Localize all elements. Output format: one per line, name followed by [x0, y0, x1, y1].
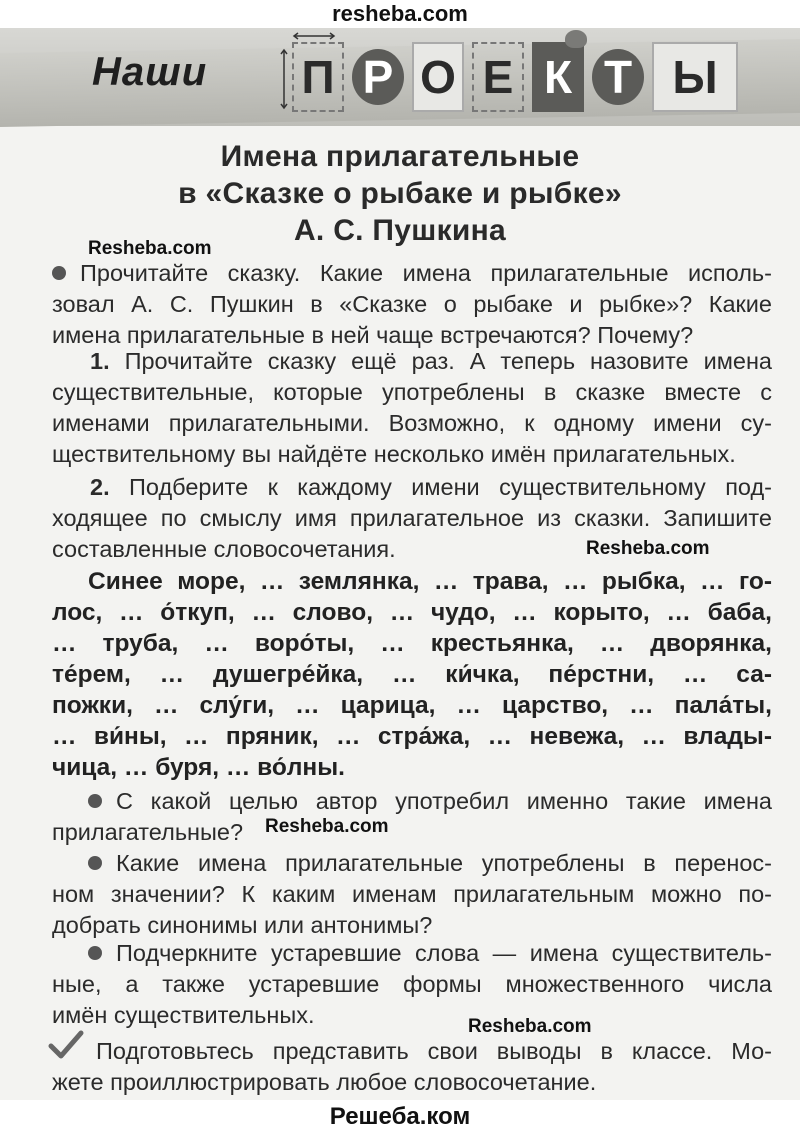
- final-task-line: Подготовьтесь представить свои выводы в классе. Мо-: [96, 1038, 772, 1064]
- watermark-inline: Resheba.com: [265, 816, 389, 837]
- banner-letter-p: П: [292, 42, 344, 112]
- bullet-icon: [88, 946, 102, 960]
- banner-letter-e: Е: [472, 42, 524, 112]
- word-list-line: … ви́ны, … пряник, … стра́жа, … невежа, … влады-: [52, 723, 772, 750]
- task-2-line-text: Подберите к каждому имени существительному под-: [129, 474, 773, 500]
- question-2: [52, 848, 772, 941]
- word-list: [52, 566, 772, 783]
- watermark-inline: Resheba.com: [88, 238, 212, 259]
- banner-word-nashi: Наши: [92, 50, 208, 94]
- bullet-icon: [52, 266, 66, 280]
- site-watermark-bottom[interactable]: Решеба.ком: [0, 1100, 800, 1136]
- question-3-line: имён существительных.: [52, 1002, 315, 1028]
- word-list-line: пожки, … слу́ги, … царица, … царство, … пала́ты,: [52, 692, 772, 719]
- intro-line: зовал А. С. Пушкин в «Сказке о рыбаке и рыбке»? Какие: [52, 291, 772, 317]
- question-3-line-text: Подчеркните устаревшие слова — имена существитель-: [116, 940, 772, 966]
- task-1-line: [52, 346, 772, 377]
- word-list-line: … труба, … воро́ты, … крестьянка, … дворянка,: [52, 630, 772, 657]
- task-1-line: ществительному вы найдёте несколько имён прилагательных.: [52, 441, 736, 467]
- banner-letter-y: Ы: [652, 42, 738, 112]
- final-task: [52, 1036, 772, 1098]
- question-1-line: прилагательные?: [52, 819, 244, 845]
- word-list-line: чица, … буря, … во́лны.: [52, 754, 345, 781]
- question-3-line: ные, а также устаревшие формы множественного числа: [52, 971, 772, 997]
- intro-line-text: Прочитайте сказку. Какие имена прилагательные исполь-: [80, 260, 772, 286]
- task-1-paragraph: [52, 346, 772, 470]
- question-2-line: [52, 848, 772, 879]
- word-list-line: те́рем, … душегре́йка, … ки́чка, пе́рстни, … са-: [52, 661, 772, 688]
- question-1: [52, 786, 772, 848]
- banner-letter-r: [352, 42, 404, 112]
- apple-icon: [565, 30, 587, 48]
- task-1-line-text: Прочитайте сказку ещё раз. А теперь назовите имена: [124, 348, 772, 374]
- question-1-line-text: С какой целью автор употребил именно такие имена: [116, 788, 772, 814]
- watermark-inline: Resheba.com: [586, 538, 710, 559]
- site-watermark-top[interactable]: resheba.com: [0, 0, 800, 28]
- banner-letter-o: О: [412, 42, 464, 112]
- lesson-title-line-2: в «Сказке о рыбаке и рыбке»: [178, 177, 622, 210]
- watermark-inline: Resheba.com: [468, 1016, 592, 1037]
- final-task-line: жете проиллюстрировать любое словосочетание.: [52, 1069, 597, 1095]
- word-list-line: Синее море, … землянка, … трава, … рыбка, … го-: [88, 568, 772, 595]
- question-1-line: [52, 786, 772, 817]
- task-2-line: составленные словосочетания.: [52, 536, 396, 562]
- task-2-line: [52, 472, 772, 503]
- bullet-icon: [88, 794, 102, 808]
- task-1-number: 1.: [90, 348, 110, 374]
- task-2-line: ходящее по смыслу имя прилагательное из сказки. Запишите: [52, 505, 772, 531]
- question-3: [52, 938, 772, 1031]
- task-2-number: 2.: [90, 474, 110, 500]
- question-2-line: добрать синонимы или антонимы?: [52, 912, 433, 938]
- banner-letter-k: К: [532, 42, 584, 112]
- task-1-line: именами прилагательными. Возможно, к одному имени су-: [52, 410, 772, 436]
- double-arrow-horizontal-icon: [292, 32, 336, 40]
- bullet-icon: [88, 856, 102, 870]
- question-2-line: ном значении? К каким именам прилагательным можно по-: [52, 881, 772, 907]
- intro-line: имена прилагательные в ней чаще встречаются? Почему?: [52, 322, 694, 348]
- task-1-line: существительные, которые употреблены в сказке вместе с: [52, 379, 772, 405]
- banner-letter-t: [592, 42, 644, 112]
- intro-paragraph: [52, 258, 772, 351]
- word-list-line: лос, … о́ткуп, … слово, … чудо, … корыто, … баба,: [52, 599, 772, 626]
- lesson-title-line-3: А. С. Пушкина: [293, 214, 507, 247]
- double-arrow-vertical-icon: [280, 48, 288, 110]
- lesson-title-line-1: Имена прилагательные: [220, 140, 580, 173]
- intro-line: [52, 258, 772, 289]
- banner-letter-r-text: Р: [352, 49, 404, 105]
- banner-letter-t-text: Т: [592, 49, 644, 105]
- question-3-line: [52, 938, 772, 969]
- question-2-line-text: Какие имена прилагательные употреблены в перенос-: [116, 850, 772, 876]
